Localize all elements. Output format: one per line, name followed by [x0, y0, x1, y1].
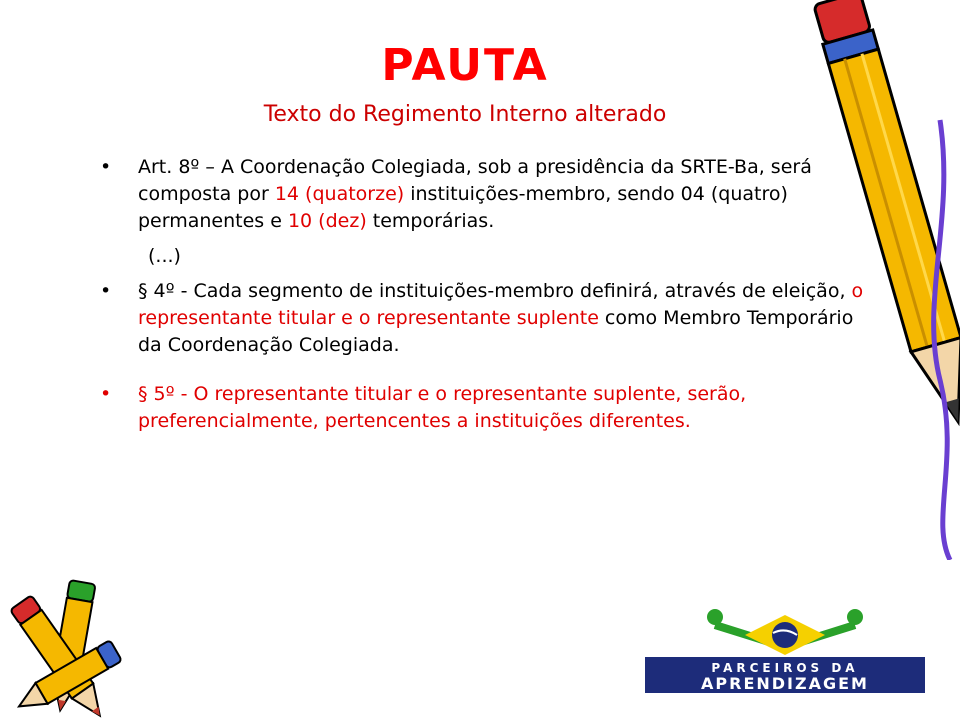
list-item-art8: [100, 154, 880, 235]
slide-body: [100, 154, 880, 443]
par5-text: § 5º - O representante titular e o representante suplente, serão, preferencialmente, pertencentes a instituições diferentes.: [138, 383, 747, 432]
bullet: •: [100, 383, 112, 405]
par4-text-1: § 4º - Cada segmento de instituições-membro definirá, através de eleição,: [138, 280, 846, 302]
partners-logo-icon: [695, 607, 875, 659]
art8-text-3: temporárias.: [366, 210, 495, 232]
art8-highlight-2: 10 (dez): [287, 210, 367, 232]
par4-highlight: o representante titular e o representante suplente: [138, 280, 864, 329]
art8-highlight-1: 14 (quatorze): [274, 183, 405, 205]
list-item-paragraph-5: [100, 381, 880, 435]
logo-line-2: APRENDIZAGEM: [701, 674, 869, 693]
art8-text-2: instituições-membro, sendo 04 (quatro) permanentes e: [138, 183, 788, 232]
bullet: •: [100, 280, 112, 302]
partners-logo: [645, 607, 925, 692]
list-item-paragraph-4: [100, 278, 880, 359]
pencil-group-bottom-left-icon: [0, 570, 180, 720]
par4-text-2: como Membro Temporário da Coordenação Colegiada.: [138, 307, 854, 356]
partners-logo-banner: [645, 657, 925, 693]
pencil-top-right-icon: [790, 0, 960, 560]
bullet: •: [100, 156, 112, 178]
logo-line-1: PARCEIROS DA: [711, 661, 859, 675]
ellipsis-line: (...): [148, 245, 181, 267]
slide-subtitle: Texto do Regimento Interno alterado: [263, 102, 667, 127]
slide-title: PAUTA: [381, 40, 549, 91]
art8-text-1: Art. 8º – A Coordenação Colegiada, sob a presidência da SRTE-Ba, será composta por: [138, 156, 812, 205]
